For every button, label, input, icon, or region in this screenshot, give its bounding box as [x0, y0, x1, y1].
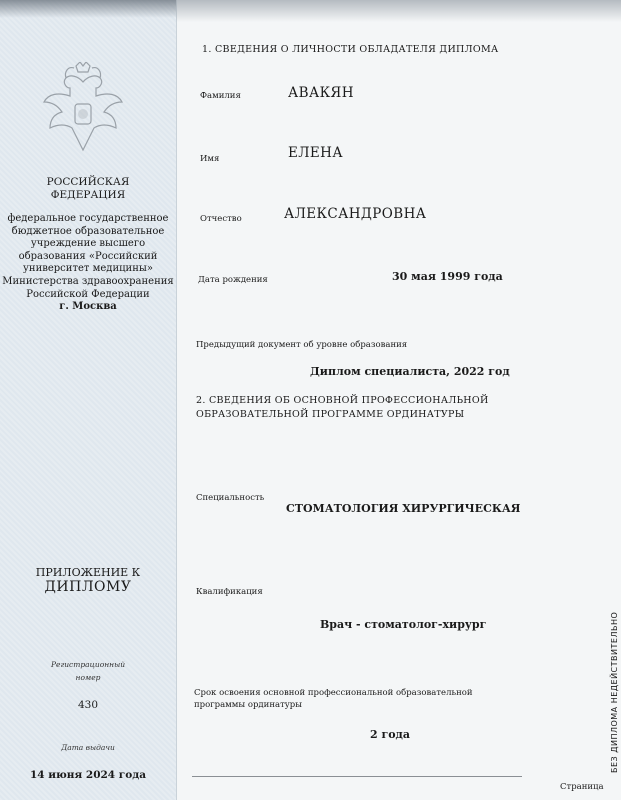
- specialty-label: Специальность: [196, 493, 265, 503]
- patronymic-label: Отчество: [200, 214, 242, 224]
- country-line: ФЕДЕРАЦИЯ: [50, 189, 126, 201]
- institution-line: бюджетное образовательное: [11, 225, 165, 237]
- footer-divider: [192, 776, 522, 777]
- name-label: Имя: [200, 154, 220, 164]
- patronymic-value: АЛЕКСАНДРОВНА: [284, 206, 427, 222]
- appendix-title: [0, 566, 176, 594]
- registration-label: [0, 658, 176, 684]
- institution-line: образования «Российский: [18, 250, 158, 262]
- vertical-validity-note: БЕЗ ДИПЛОМА НЕДЕЙСТВИТЕЛЬНО: [610, 611, 619, 773]
- registration-number: 430: [77, 699, 99, 711]
- institution-line: учреждение высшего: [30, 238, 146, 250]
- surname-label: Фамилия: [200, 91, 241, 101]
- country-line: РОССИЙСКАЯ: [46, 176, 130, 188]
- page-label: Страница: [560, 782, 604, 792]
- duration-value: 2 года: [370, 728, 411, 741]
- birth-date-label: Дата рождения: [198, 275, 268, 285]
- appendix-line: ДИПЛОМУ: [44, 579, 132, 595]
- qualification-value: Врач - стоматолог-хирург: [320, 618, 487, 631]
- previous-document-label: Предыдущий документ об уровне образования: [196, 340, 408, 350]
- left-panel: [0, 0, 177, 800]
- institution-name: [0, 213, 176, 314]
- specialty-value: СТОМАТОЛОГИЯ ХИРУРГИЧЕСКАЯ: [286, 502, 521, 515]
- issue-date-label: Дата выдачи: [61, 743, 115, 752]
- institution-line: федеральное государственное: [7, 213, 169, 224]
- section2-heading-line: ОБРАЗОВАТЕЛЬНОЙ ПРОГРАММЕ ОРДИНАТУРЫ: [196, 409, 465, 420]
- section2-heading-line: 2. СВЕДЕНИЯ ОБ ОСНОВНОЙ ПРОФЕССИОНАЛЬНОЙ: [196, 395, 489, 406]
- name-value: ЕЛЕНА: [288, 145, 343, 161]
- birth-date-value: 30 мая 1999 года: [392, 270, 503, 283]
- institution-line: г. Москва: [59, 301, 117, 313]
- scan-shadow: [0, 0, 176, 18]
- qualification-label: Квалификация: [196, 587, 263, 597]
- registration-label-line: Регистрационный: [50, 660, 126, 669]
- duration-label-line: программы ординатуры: [194, 700, 302, 710]
- institution-line: университет медицины»: [23, 263, 153, 275]
- country-name: [0, 176, 176, 202]
- scan-shadow: [176, 0, 621, 22]
- institution-line: Российской Федерации: [26, 288, 150, 300]
- section1-heading: 1. СВЕДЕНИЯ О ЛИЧНОСТИ ОБЛАДАТЕЛЯ ДИПЛОМА: [202, 44, 499, 55]
- previous-document-value: Диплом специалиста, 2022 год: [310, 365, 510, 378]
- issue-date: 14 июня 2024 года: [29, 769, 147, 781]
- double-headed-eagle-emblem-icon: [40, 62, 126, 154]
- registration-label-line: номер: [75, 673, 101, 682]
- appendix-line: ПРИЛОЖЕНИЕ К: [35, 566, 141, 579]
- duration-label-line: Срок освоения основной профессиональной образовательной: [194, 688, 473, 698]
- surname-value: АВАКЯН: [288, 85, 354, 101]
- main-content: [176, 0, 621, 800]
- institution-line: Министерства здравоохранения: [2, 275, 174, 287]
